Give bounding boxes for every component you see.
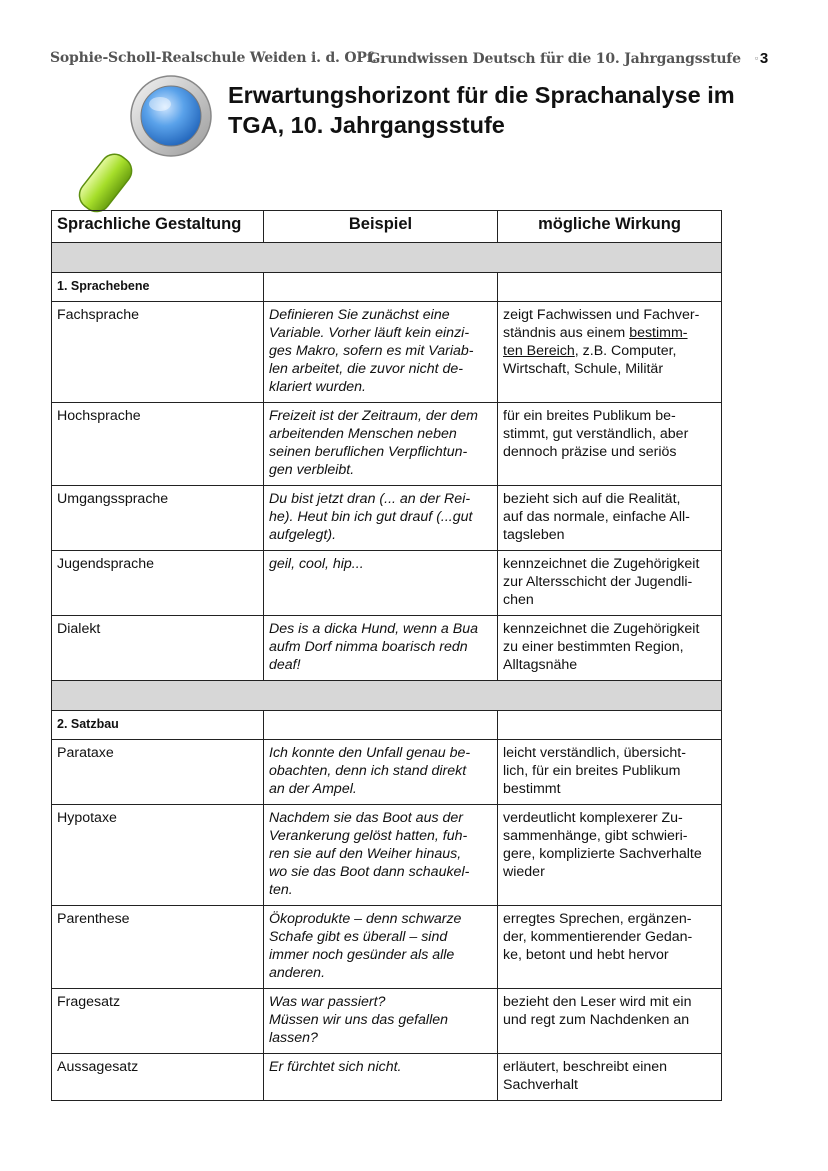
- effect-cell: bezieht sich auf die Realität, auf das normale, einfache All- tagsleben: [498, 486, 722, 551]
- effect-cell: erregtes Sprechen, ergänzen- der, kommentierender Gedan- ke, betont und hebt hervor: [498, 906, 722, 989]
- term-cell: Parenthese: [52, 906, 264, 989]
- section-row: [52, 273, 722, 302]
- example-cell: Er fürchtet sich nicht.: [264, 1054, 498, 1101]
- header-subject: [368, 50, 768, 67]
- example-cell: Freizeit ist der Zeitraum, der dem arbeitenden Menschen neben seinen beruflichen Verpflichtun- gen verbleibt.: [264, 403, 498, 486]
- effect-cell: erläutert, beschreibt einen Sachverhalt: [498, 1054, 722, 1101]
- term-cell: Hochsprache: [52, 403, 264, 486]
- example-cell: Definieren Sie zunächst eine Variable. Vorher läuft kein einzi- ges Makro, sofern es mit Variab- len arbeitet, die zuvor nicht de- klariert wurden.: [264, 302, 498, 403]
- table-row: [52, 1054, 722, 1101]
- section-title: 1. Sprachebene: [52, 273, 264, 302]
- page-title: Erwartungshorizont für die Sprachanalyse im TGA, 10. Jahrgangsstufe: [228, 82, 735, 138]
- table-row: [52, 805, 722, 906]
- example-cell: Ökoprodukte – denn schwarze Schafe gibt es überall – sind immer noch gesünder als alle anderen.: [264, 906, 498, 989]
- term-cell: Aussagesatz: [52, 1054, 264, 1101]
- column-header-beispiel: Beispiel: [264, 211, 498, 243]
- effect-cell: verdeutlicht komplexerer Zu- sammenhänge, gibt schwieri- gere, komplizierte Sachverhalte wieder: [498, 805, 722, 906]
- table-row: [52, 486, 722, 551]
- effect-cell: kennzeichnet die Zugehörigkeit zur Altersschicht der Jugendli- chen: [498, 551, 722, 616]
- example-cell: geil, cool, hip...: [264, 551, 498, 616]
- table-row: [52, 989, 722, 1054]
- example-cell: Du bist jetzt dran (... an der Rei- he). Heut bin ich gut drauf (...gut aufgelegt).: [264, 486, 498, 551]
- page-number: ▫ 3: [754, 50, 768, 67]
- term-cell: Umgangssprache: [52, 486, 264, 551]
- header-school: Sophie-Scholl-Realschule Weiden i. d. OPf.: [50, 50, 377, 66]
- section-row: [52, 711, 722, 740]
- term-cell: Dialekt: [52, 616, 264, 681]
- column-header-gestaltung: Sprachliche Gestaltung: [52, 211, 264, 243]
- effect-cell: zeigt Fachwissen und Fachver- ständnis aus einem bestimm- ten Bereich, z.B. Computer, Wirtschaft, Schule, Militär: [498, 302, 722, 403]
- example-cell: Des is a dicka Hund, wenn a Bua aufm Dorf nimma boarisch redn deaf!: [264, 616, 498, 681]
- term-cell: Fachsprache: [52, 302, 264, 403]
- term-cell: Parataxe: [52, 740, 264, 805]
- table-row: [52, 906, 722, 989]
- example-cell: Nachdem sie das Boot aus der Verankerung gelöst hatten, fuh- ren sie auf den Weiher hinaus, wo sie das Boot dann schaukel- ten.: [264, 805, 498, 906]
- magnifier-icon: [76, 74, 226, 214]
- separator-row: [52, 681, 722, 711]
- table-row: [52, 616, 722, 681]
- effect-cell: bezieht den Leser wird mit ein und regt zum Nachdenken an: [498, 989, 722, 1054]
- effect-cell: leicht verständlich, übersicht- lich, für ein breites Publikum bestimmt: [498, 740, 722, 805]
- term-cell: Jugendsprache: [52, 551, 264, 616]
- underlined-text: bestimm- ten Bereich: [503, 325, 688, 359]
- effect-cell: kennzeichnet die Zugehörigkeit zu einer bestimmten Region, Alltagsnähe: [498, 616, 722, 681]
- header-subject-text: Grundwissen Deutsch für die 10. Jahrgangsstufe: [368, 51, 741, 67]
- table-row: [52, 403, 722, 486]
- effect-cell: für ein breites Publikum be- stimmt, gut verständlich, aber dennoch präzise und seriös: [498, 403, 722, 486]
- table-header-row: [52, 211, 722, 243]
- example-cell: Was war passiert? Müssen wir uns das gefallen lassen?: [264, 989, 498, 1054]
- column-header-wirkung: mögliche Wirkung: [498, 211, 722, 243]
- table-row: [52, 302, 722, 403]
- analysis-table: [51, 210, 722, 1101]
- table-row: [52, 740, 722, 805]
- table-row: [52, 551, 722, 616]
- term-cell: Fragesatz: [52, 989, 264, 1054]
- example-cell: Ich konnte den Unfall genau be- obachten, denn ich stand direkt an der Ampel.: [264, 740, 498, 805]
- separator-row: [52, 243, 722, 273]
- term-cell: Hypotaxe: [52, 805, 264, 906]
- section-title: 2. Satzbau: [52, 711, 264, 740]
